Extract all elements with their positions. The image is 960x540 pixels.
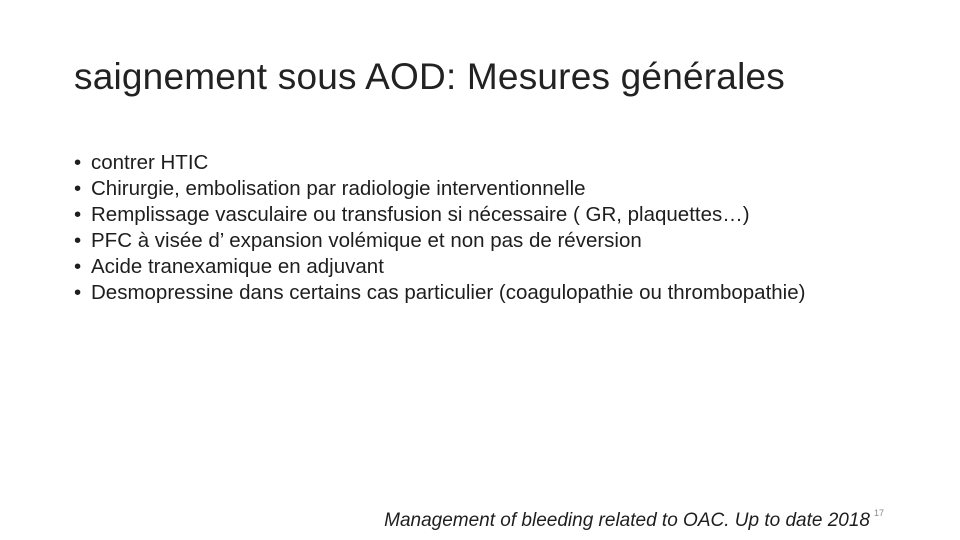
reference-citation: Management of bleeding related to OAC. Up to date 2018 bbox=[384, 510, 870, 531]
bullet-text: Acide tranexamique en adjuvant bbox=[91, 255, 384, 278]
bullet-text: contrer HTIC bbox=[91, 151, 209, 174]
bullet-item bbox=[74, 255, 854, 279]
bullet-text: Remplissage vasculaire ou transfusion si nécessaire ( GR, plaquettes…) bbox=[91, 203, 750, 226]
bullet-marker: • bbox=[74, 255, 82, 278]
bullet-list bbox=[74, 151, 854, 307]
bullet-item bbox=[74, 281, 854, 305]
bullet-item bbox=[74, 203, 854, 227]
bullet-marker: • bbox=[74, 177, 82, 200]
bullet-item bbox=[74, 151, 854, 175]
slide-title: saignement sous AOD: Mesures générales bbox=[74, 56, 785, 97]
slide-number: 17 bbox=[874, 508, 885, 518]
bullet-item bbox=[74, 177, 854, 201]
bullet-marker: • bbox=[74, 229, 82, 252]
bullet-marker: • bbox=[74, 281, 82, 304]
bullet-text: Desmopressine dans certains cas particulier (coagulopathie ou thrombopathie) bbox=[91, 281, 806, 304]
bullet-item bbox=[74, 229, 854, 253]
bullet-text: PFC à visée d’ expansion volémique et non pas de réversion bbox=[91, 229, 642, 252]
bullet-marker: • bbox=[74, 151, 82, 174]
bullet-marker: • bbox=[74, 203, 82, 226]
bullet-text: Chirurgie, embolisation par radiologie interventionnelle bbox=[91, 177, 586, 200]
